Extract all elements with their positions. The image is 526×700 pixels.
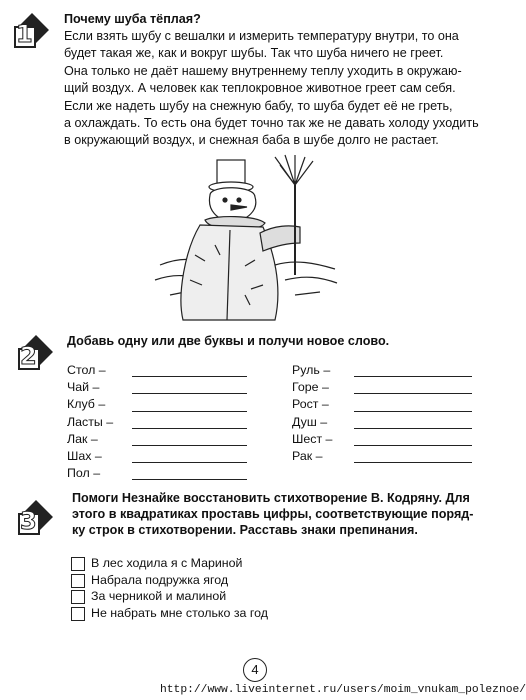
word: Клуб – (67, 397, 106, 412)
poem-lines (71, 556, 331, 622)
left-word-list (67, 363, 252, 483)
answer-line[interactable] (132, 376, 247, 377)
word: Стол – (67, 363, 106, 377)
word: Шест – (292, 431, 333, 446)
title-line: этого в квадратиках проставь цифры, соответствующие поряд- (72, 507, 474, 521)
answer-line[interactable] (354, 376, 472, 377)
word: Рост – (292, 397, 329, 412)
answer-line[interactable] (132, 445, 247, 446)
poem-line: За черникой и малиной (91, 589, 227, 603)
answer-line[interactable] (132, 479, 247, 480)
poem-row (71, 589, 331, 606)
answer-line[interactable] (132, 411, 247, 412)
task-2-badge (18, 338, 54, 374)
title-line: Помоги Незнайке восстановить стихотворение В. Кодряну. Для (72, 491, 470, 505)
task-3-title (72, 490, 484, 538)
text-line: будет такая же, как и вокруг шубы. Так что шуба ничего не греет. (64, 46, 444, 61)
word: Ласты – (67, 414, 114, 429)
order-checkbox[interactable] (71, 590, 85, 604)
order-checkbox[interactable] (71, 557, 85, 571)
page-number: 4 (243, 658, 267, 682)
poem-row (71, 606, 331, 623)
poem-row (71, 556, 331, 573)
word-row (292, 449, 477, 466)
task-number: 2 (20, 342, 37, 370)
task-number: 3 (20, 507, 37, 535)
word-row (67, 380, 252, 397)
word: Шах – (67, 448, 102, 463)
word: Пол – (67, 466, 101, 481)
right-word-list (292, 363, 477, 466)
task-number: 1 (16, 20, 33, 48)
word-row (67, 363, 252, 380)
word: Душ – (292, 414, 328, 429)
task-1-badge (14, 16, 50, 52)
snowman-in-coat-illustration (155, 155, 340, 330)
word-row (67, 449, 252, 466)
answer-line[interactable] (354, 393, 472, 394)
footer-url: http://www.liveinternet.ru/users/moim_vnukam_poleznoe/ (160, 684, 526, 696)
word-row (292, 432, 477, 449)
answer-line[interactable] (354, 411, 472, 412)
task-1-title: Почему шуба тёплая? (64, 12, 201, 26)
task-2-title: Добавь одну или две буквы и получи новое слово. (67, 334, 390, 348)
word-row (67, 397, 252, 414)
task-3-badge (18, 503, 54, 539)
word: Рак – (292, 448, 323, 463)
answer-line[interactable] (354, 428, 472, 429)
word-row (292, 380, 477, 397)
answer-line[interactable] (354, 445, 472, 446)
task-1-text (64, 28, 479, 150)
word: Горе – (292, 380, 329, 395)
word-row (67, 415, 252, 432)
poem-line: Набрала подружка ягод (91, 572, 229, 587)
word-row (292, 363, 477, 380)
order-checkbox[interactable] (71, 607, 85, 621)
word-row (67, 432, 252, 449)
word-row (67, 466, 252, 483)
text-line: Она только не даёт нашему внутреннему теплу уходить в окружаю- (64, 63, 462, 78)
answer-line[interactable] (132, 393, 247, 394)
answer-line[interactable] (354, 462, 472, 463)
word: Чай – (67, 380, 100, 395)
text-line: а охлаждать. То есть она будет точно так же не давать холоду уходить (64, 116, 479, 131)
word-row (292, 415, 477, 432)
text-line: в окружающий воздух, и снежная баба в шубе долго не растает. (64, 133, 439, 148)
answer-line[interactable] (132, 462, 247, 463)
text-line: Если взять шубу с вешалки и измерить температуру внутри, то она (64, 29, 459, 43)
poem-line: Не набрать мне столько за год (91, 605, 268, 620)
title-line: ку строк в стихотворении. Расставь знаки препинания. (72, 523, 418, 537)
word: Руль – (292, 363, 331, 377)
order-checkbox[interactable] (71, 574, 85, 588)
poem-line: В лес ходила я с Мариной (91, 556, 243, 570)
word-row (292, 397, 477, 414)
text-line: щий воздух. А человек как теплокровное животное греет сам себя. (64, 81, 456, 96)
answer-line[interactable] (132, 428, 247, 429)
word: Лак – (67, 431, 98, 446)
text-line: Если же надеть шубу на снежную бабу, то шуба будет её не греть, (64, 98, 453, 113)
poem-row (71, 573, 331, 590)
